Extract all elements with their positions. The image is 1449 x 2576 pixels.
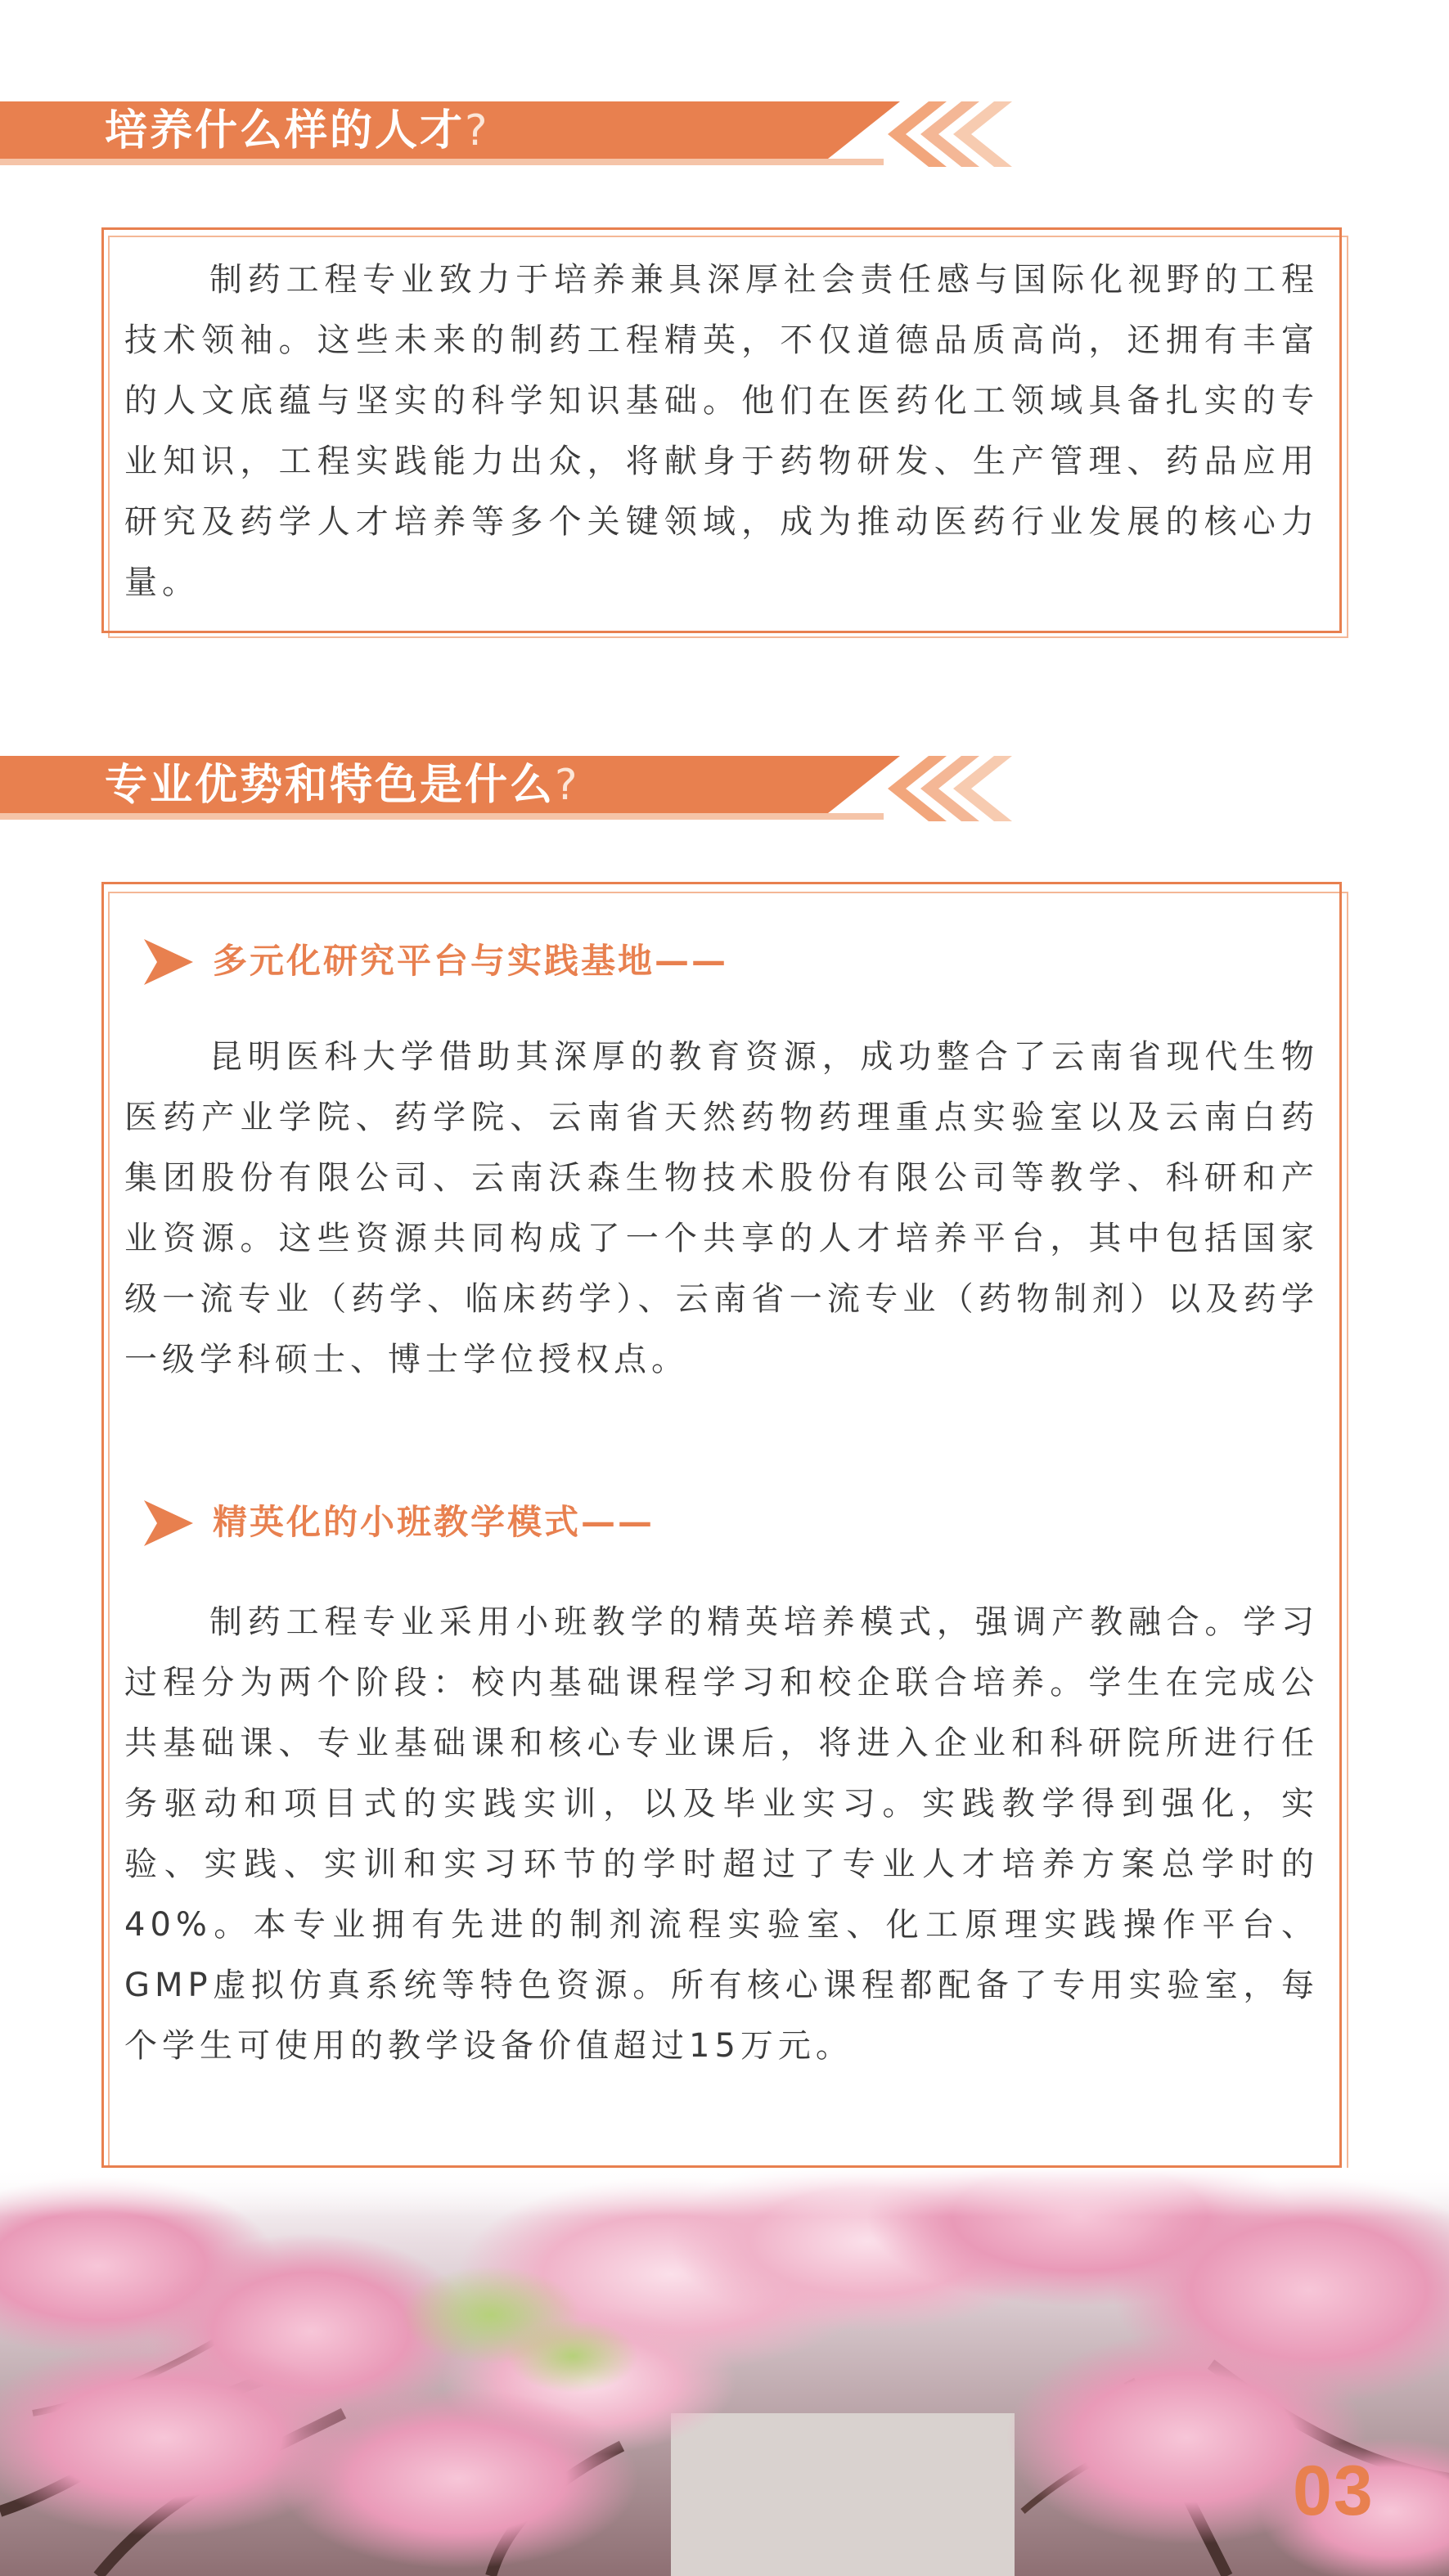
small-class-paragraph: 制药工程专业采用小班教学的精英培养模式，强调产教融合。学习过程分为两个阶段：校内基础课程学习和校企联合培养。学生在完成公共基础课、专业基础课和核心专业课后，将进入企业和科研院所进行任务驱动和项目式的实践实训，以及毕业实习。实践教学得到强化，实验、实践、实训和实习环节的学时超过了专业人才培养方案总学时的40%。本专业拥有先进的制剂流程实验室、化工原理实践操作平台、GMP虚拟仿真系统等特色资源。所有核心课程都配备了专用实验室，每个学生可使用的教学设备价值超过15万元。 [124, 1603, 1319, 2065]
section-banner-talent [0, 90, 1023, 169]
cherry-blossom-photo [0, 2168, 1449, 2576]
chevron-decoration-icon [880, 749, 1027, 828]
research-platform-paragraph: 昆明医科大学借助其深厚的教育资源，成功整合了云南省现代生物医药产业学院、药学院、云南省天然药物药理重点实验室以及云南白药集团股份有限公司、云南沃森生物技术股份有限公司等教学、科研和产业资源。这些资源共同构成了一个共享的人才培养平台，其中包括国家级一流专业（药学、临床药学）、云南省一流专业（药物制剂）以及药学一级学科硕士、博士学位授权点。 [124, 1038, 1319, 1378]
question-mark: ? [465, 106, 490, 155]
talent-paragraph: 制药工程专业致力于培养兼具深厚社会责任感与国际化视野的工程技术领袖。这些未来的制药工程精英，不仅道德品质高尚，还拥有丰富的人文底蕴与坚实的科学知识基础。他们在医药化工领域具备扎实的专业知识，工程实践能力出众，将献身于药物研发、生产管理、药品应用研究及药学人才培养等多个关键领域，成为推动医药行业发展的核心力量。 [124, 261, 1319, 601]
section-title-text: 专业优势和特色是什么 [105, 761, 556, 810]
blossom-illustration [0, 2168, 1449, 2576]
subheading-label: 精英化的小班教学模式—— [213, 1502, 655, 1542]
section-title [105, 105, 490, 157]
chevron-decoration-icon [880, 95, 1027, 173]
arrow-right-icon [139, 937, 196, 987]
banner-bar-shadow [0, 159, 884, 165]
question-mark: ? [555, 761, 580, 810]
page-number: 03 [1293, 2452, 1375, 2530]
banner-bar-shadow [0, 813, 884, 820]
section-title-text: 培养什么样的人才 [105, 106, 466, 155]
subheading-label: 多元化研究平台与实践基地—— [213, 941, 729, 981]
arrow-right-icon [139, 1499, 196, 1548]
section-banner-advantages [0, 744, 1023, 823]
section-title [105, 759, 580, 811]
